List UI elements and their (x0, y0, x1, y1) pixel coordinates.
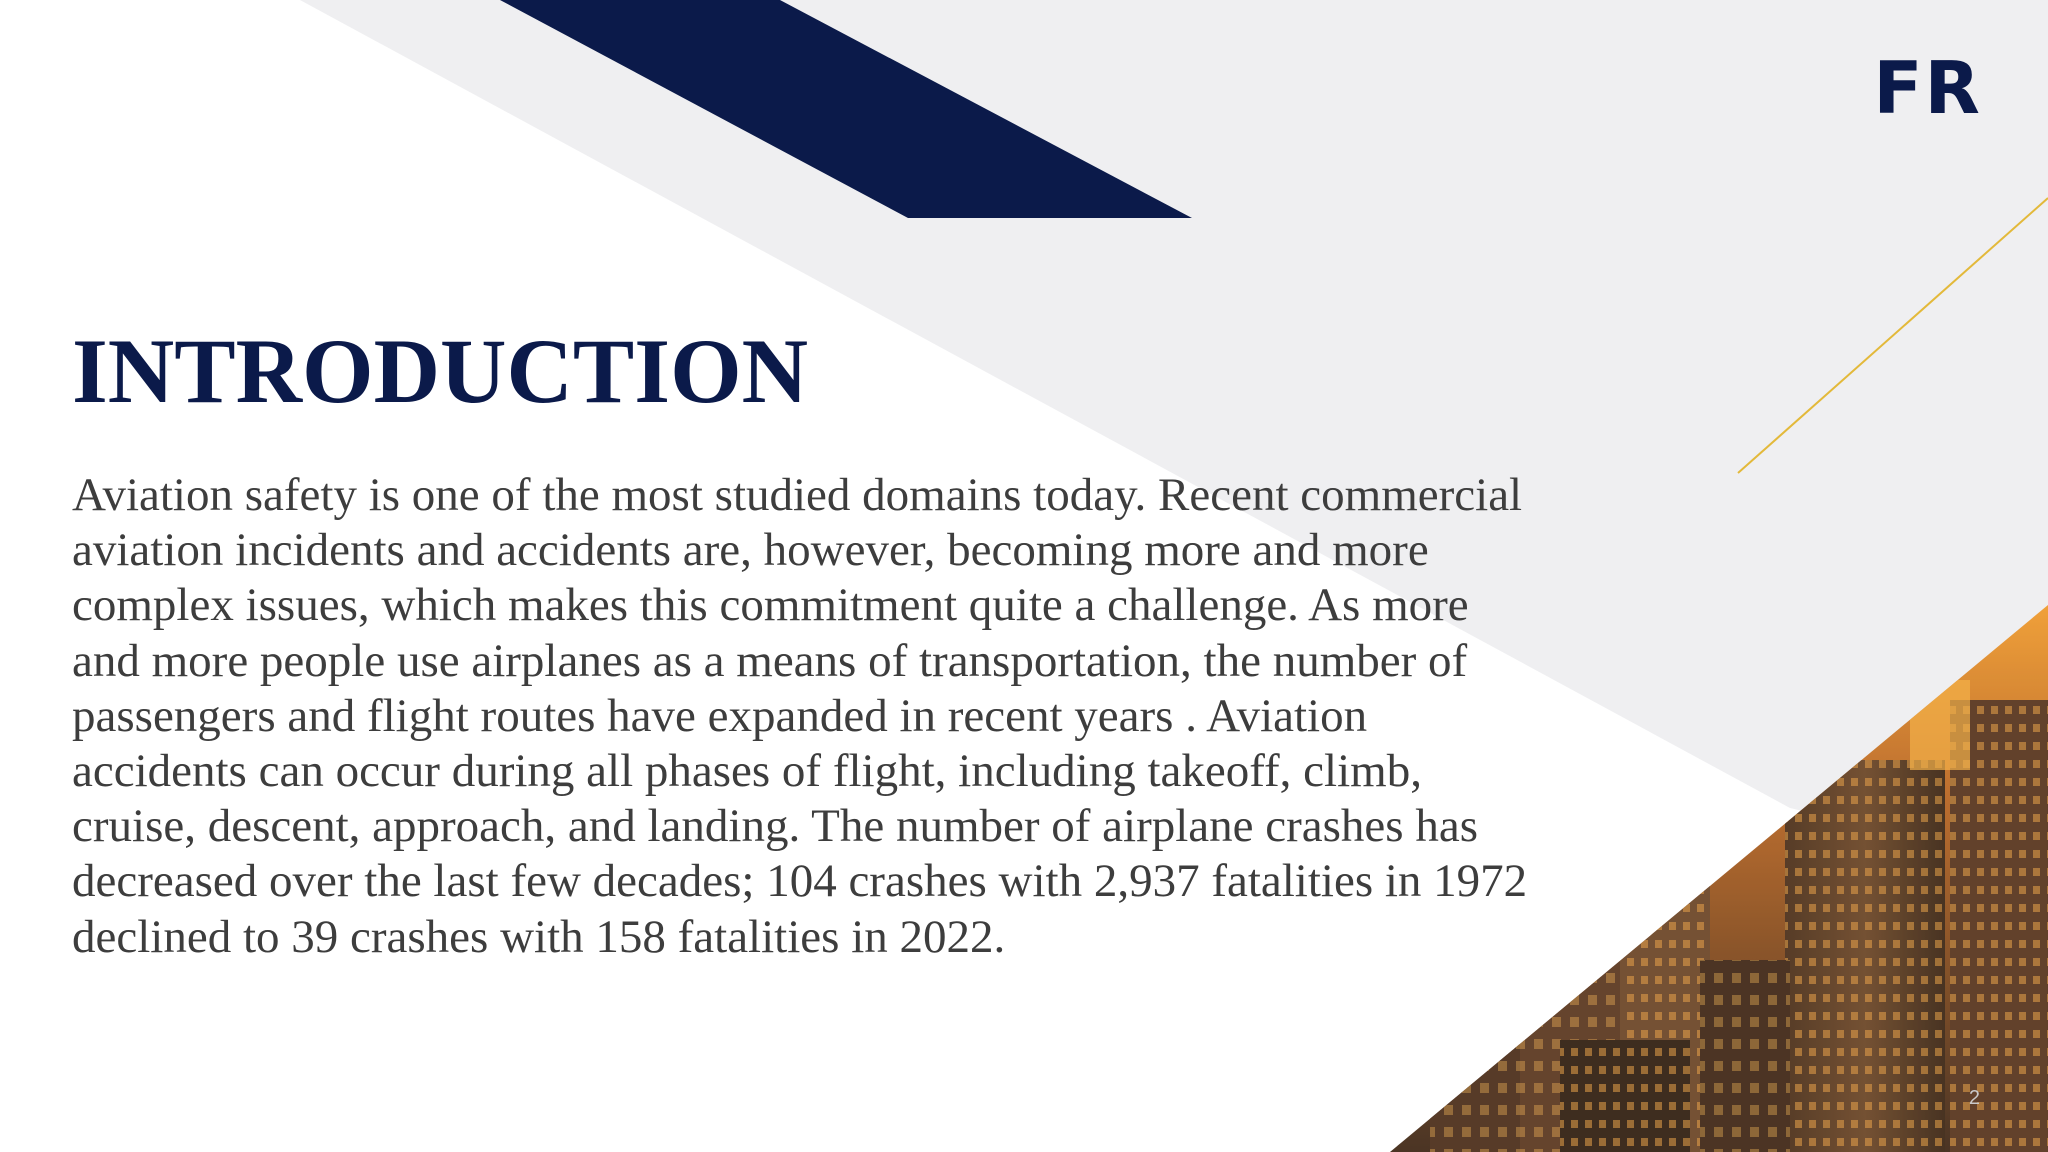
page-number: 2 (1968, 1087, 1980, 1109)
brand-logo: FR (1873, 46, 1982, 130)
slide-body-text: Aviation safety is one of the most studied domains today. Recent commercial aviation incidents and accidents are, however, becoming more and more complex issues, which makes this commitment quite a challenge. As more and more people use airplanes as a means of transportation, the number of passengers and flight routes have expanded in recent years . Aviation accidents can occur during all phases of flight, including takeoff, climb, cruise, descent, approach, and landing. The number of airplane crashes has decreased over the last few decades; 104 crashes with 2,937 fatalities in 1972 declined to 39 crashes with 158 fatalities in 2022. (72, 469, 1528, 963)
slide-title: INTRODUCTION (72, 320, 809, 422)
